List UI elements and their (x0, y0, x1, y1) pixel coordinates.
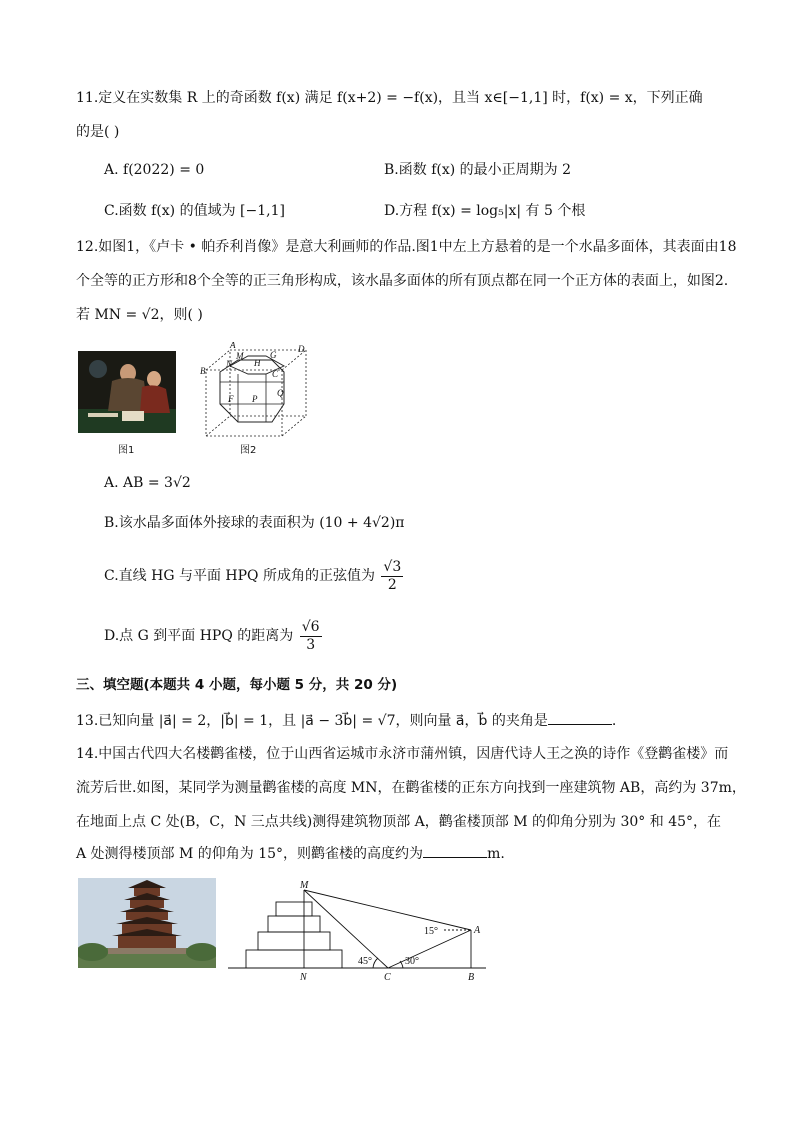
q14-answer-blank[interactable] (423, 843, 487, 858)
label-A: A (474, 925, 481, 936)
q11-option-a: A. f(2022) = 0 (104, 162, 205, 178)
label-M: M (300, 880, 309, 891)
label-D: D (298, 344, 305, 354)
label-M: M (236, 351, 244, 361)
figure2-caption: 图2 (240, 445, 257, 456)
q11-option-d: D.方程 f(x) = log₅|x| 有 5 个根 (384, 203, 586, 219)
q12-option-c (104, 556, 405, 596)
q11-option-b: B.函数 f(x) 的最小正周期为 2 (384, 162, 571, 178)
tower-measurement-diagram (228, 880, 490, 984)
q12-option-c-text: C.直线 HG 与平面 HPQ 所成角的正弦值为 (104, 568, 375, 584)
q13-text-main: 13.已知向量 |a⃗| = 2，|b⃗| = 1，且 |a⃗ − 3b⃗| = √7，则向量 a⃗，b⃗ 的夹角是 (76, 713, 548, 729)
fraction-numerator: √6 (301, 618, 320, 635)
label-N: N (226, 359, 233, 369)
q12-stem-line1: 12.如图1，《卢卡 • 帕乔利肖像》是意大利画师的作品.图1中左上方悬着的是一个水晶多面体，其表面由18 (76, 239, 737, 255)
label-P: P (252, 394, 258, 404)
q12-stem-line3: 若 MN = √2，则( ) (76, 307, 203, 323)
fraction-denominator: 2 (387, 576, 397, 593)
section-3-title: 三、填空题(本题共 4 小题，每小题 5 分，共 20 分) (76, 677, 398, 693)
label-A: A (230, 342, 236, 350)
portrait-painting-figure (78, 351, 176, 433)
q14-line2: 流芳后世.如图，某同学为测量鹳雀楼的高度 MN，在鹳雀楼的正东方向找到一座建筑物 AB，高约为 37m， (76, 780, 746, 796)
label-Q: Q (277, 388, 284, 398)
q12-option-d-fraction (300, 619, 322, 654)
label-B: B (200, 366, 206, 376)
label-C: C (384, 972, 391, 983)
q14-line4-text: A 处测得楼顶部 M 的仰角为 15°，则鹳雀楼的高度约为 (76, 846, 424, 862)
q12-option-d-text: D.点 G 到平面 HPQ 的距离为 (104, 628, 294, 644)
q12-option-a: A. AB = 3√2 (104, 475, 191, 491)
angle-15: 15° (424, 926, 438, 937)
q14-line4 (76, 843, 505, 864)
q13-text-end: . (611, 713, 617, 729)
label-C: C (272, 369, 279, 379)
label-G: G (270, 350, 277, 360)
tower-photo (78, 878, 216, 968)
q13-answer-blank[interactable] (548, 710, 612, 725)
polyhedron-cube-figure (200, 342, 312, 442)
q12-option-c-fraction (381, 559, 403, 594)
fraction-denominator: 3 (306, 636, 316, 653)
q12-stem-line2: 个全等的正方形和8个全等的正三角形构成，该水晶多面体的所有顶点都在同一个正方体的表面上，如图2. (76, 273, 729, 289)
angle-45: 45° (358, 956, 372, 967)
q11-option-c: C.函数 f(x) 的值域为 [−1,1] (104, 203, 285, 219)
q12-option-d (104, 616, 324, 656)
q14-line1: 14.中国古代四大名楼鹳雀楼，位于山西省运城市永济市蒲州镇，因唐代诗人王之涣的诗作《登鹳雀楼》而 (76, 746, 729, 762)
q14-line4-end: m. (487, 846, 505, 862)
q11-stem-line1: 11.定义在实数集 R 上的奇函数 f(x) 满足 f(x+2) = −f(x)，且当 x∈[−1,1] 时，f(x) = x，下列正确 (76, 90, 703, 106)
q13-text (76, 710, 616, 731)
label-F: F (228, 394, 234, 404)
q14-line3: 在地面上点 C 处(B，C，N 三点共线)测得建筑物顶部 A，鹳雀楼顶部 M 的仰角分别为 30° 和 45°，在 (76, 814, 722, 830)
label-N: N (300, 972, 307, 983)
angle-30: 30° (405, 956, 419, 967)
fraction-numerator: √3 (383, 558, 402, 575)
label-H: H (254, 358, 261, 368)
q12-option-b: B.该水晶多面体外接球的表面积为 (10 + 4√2)π (104, 515, 405, 531)
label-B: B (468, 972, 475, 983)
q11-stem-line2: 的是( ) (76, 124, 120, 140)
figure1-caption: 图1 (118, 445, 135, 456)
